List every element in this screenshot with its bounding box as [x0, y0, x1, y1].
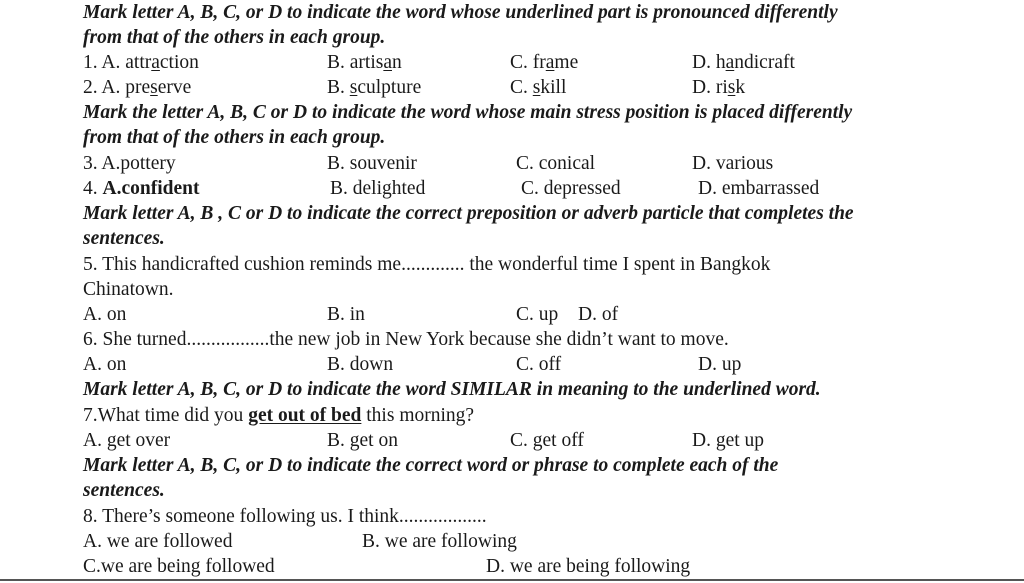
instruction-similar: Mark letter A, B, C, or D to indicate the word SIMILAR in meaning to the underlined word.	[83, 379, 821, 400]
q7-option-c[interactable]: C. get off	[510, 430, 584, 451]
instruction-stress-line1: Mark the letter A, B, C or D to indicate the word whose main stress position is placed differently	[83, 102, 853, 123]
underlined-phrase: get out of bed	[248, 405, 362, 426]
q1-option-b[interactable]: B. artisan	[327, 52, 402, 73]
q8-option-a[interactable]: A. we are followed	[83, 531, 233, 552]
q1-option-c[interactable]: C. frame	[510, 52, 579, 73]
q2-option-a[interactable]: 2. A. preserve	[83, 77, 192, 98]
instruction-phrase-line1: Mark letter A, B, C, or D to indicate the correct word or phrase to complete each of the	[83, 455, 779, 476]
q7-stem: 7.What time did you get out of bed this morning?	[83, 405, 475, 426]
q8-stem: 8. There’s someone following us. I think..................	[83, 506, 487, 527]
underlined-part: s	[727, 77, 736, 98]
underlined-part: a	[725, 52, 735, 73]
q1-option-d[interactable]: D. handicraft	[692, 52, 795, 73]
q8-option-c[interactable]: C.we are being followed	[83, 556, 275, 577]
instruction-stress-line2: from that of the others in each group.	[83, 127, 386, 148]
q6-stem: 6. She turned.................the new job in New York because she didn’t want to move.	[83, 329, 729, 350]
q8-option-b[interactable]: B. we are following	[362, 531, 517, 552]
q7-option-b[interactable]: B. get on	[327, 430, 398, 451]
underlined-part: a	[383, 52, 392, 73]
q5-option-b[interactable]: B. in	[327, 304, 365, 325]
q5-option-a[interactable]: A. on	[83, 304, 127, 325]
q4-option-a[interactable]: 4. A.confident	[83, 178, 200, 199]
q3-option-d[interactable]: D. various	[692, 153, 774, 174]
q6-option-a[interactable]: A. on	[83, 354, 127, 375]
q3-option-c[interactable]: C. conical	[516, 153, 596, 174]
q7-option-d[interactable]: D. get up	[692, 430, 765, 451]
instruction-pronunciation-line1: Mark letter A, B, C, or D to indicate the word whose underlined part is pronounced differently	[83, 2, 838, 23]
instruction-phrase-line2: sentences.	[83, 480, 165, 501]
q5-stem-line1: 5. This handicrafted cushion reminds me............. the wonderful time I spent in Bangkok	[83, 254, 771, 275]
q7-option-a[interactable]: A. get over	[83, 430, 171, 451]
underlined-part: s	[349, 77, 358, 98]
page-bottom-divider	[0, 579, 1024, 581]
underlined-part: s	[150, 77, 158, 98]
instruction-preposition-line1: Mark letter A, B , C or D to indicate the correct preposition or adverb particle that completes the	[83, 203, 854, 224]
q4-option-d[interactable]: D. embarrassed	[698, 178, 820, 199]
q5-stem-line2: Chinatown.	[83, 279, 174, 300]
q5-option-c[interactable]: C. up	[516, 304, 559, 325]
q4-option-c[interactable]: C. depressed	[521, 178, 621, 199]
underlined-part: a	[151, 52, 160, 73]
q6-option-d[interactable]: D. up	[698, 354, 742, 375]
q8-option-d[interactable]: D. we are being following	[486, 556, 691, 577]
instruction-pronunciation-line2: from that of the others in each group.	[83, 27, 386, 48]
q4-option-b[interactable]: B. delighted	[330, 178, 426, 199]
q3-option-a[interactable]: 3. A.pottery	[83, 153, 176, 174]
underlined-part: a	[545, 52, 555, 73]
instruction-preposition-line2: sentences.	[83, 228, 165, 249]
q5-option-d[interactable]: D. of	[578, 304, 619, 325]
q2-option-c[interactable]: C. skill	[510, 77, 567, 98]
q6-option-c[interactable]: C. off	[516, 354, 562, 375]
q1-option-a[interactable]: 1. A. attraction	[83, 52, 199, 73]
underlined-part: s	[532, 77, 541, 98]
q3-option-b[interactable]: B. souvenir	[327, 153, 417, 174]
q6-option-b[interactable]: B. down	[327, 354, 394, 375]
q2-option-d[interactable]: D. risk	[692, 77, 746, 98]
q2-option-b[interactable]: B. sculpture	[327, 77, 422, 98]
